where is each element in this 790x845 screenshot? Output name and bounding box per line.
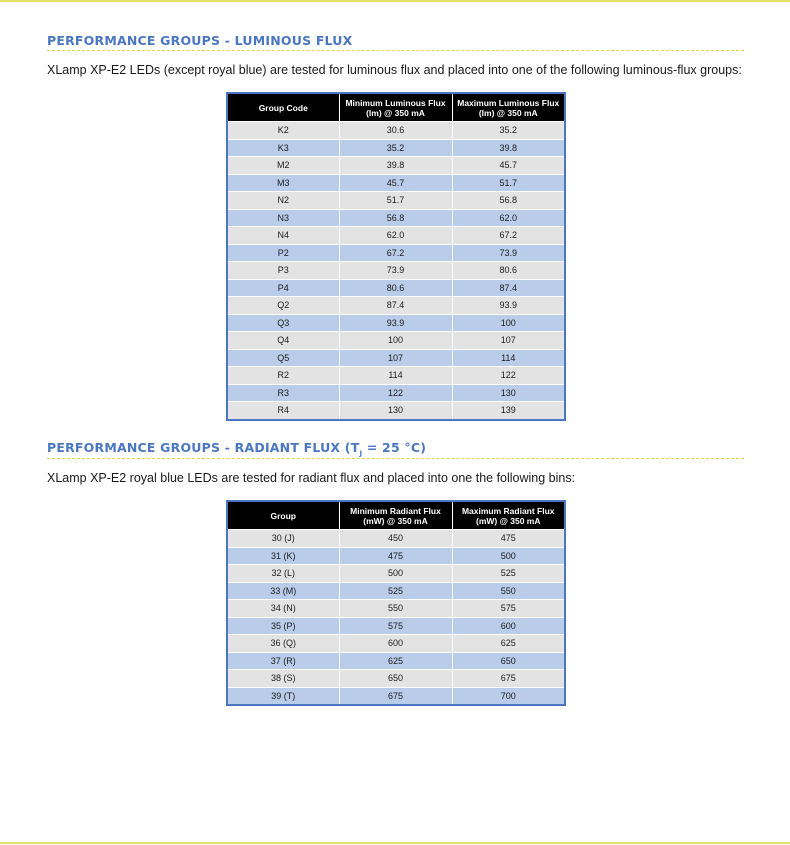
table-row	[227, 262, 565, 280]
table-row	[227, 547, 565, 565]
table-row	[227, 157, 565, 175]
table-row	[227, 209, 565, 227]
luminous-flux-heading: PERFORMANCE GROUPS - LUMINOUS FLUX	[47, 33, 353, 48]
table-cell: 625	[452, 635, 565, 653]
table-row	[227, 192, 565, 210]
table-row	[227, 279, 565, 297]
table-cell: 600	[452, 617, 565, 635]
radiant-flux-heading-subscript: J	[359, 449, 363, 458]
radiant-flux-heading	[47, 440, 743, 458]
table-row	[227, 367, 565, 385]
column-header: Minimum Luminous Flux (lm) @ 350 mA	[339, 93, 452, 122]
table-row	[227, 314, 565, 332]
table-cell: 39 (T)	[227, 687, 339, 705]
table-row	[227, 227, 565, 245]
page-bottom-rule	[0, 842, 790, 844]
table-row	[227, 244, 565, 262]
table-cell: 31 (K)	[227, 547, 339, 565]
table-cell: 45.7	[452, 157, 565, 175]
table-cell: 30 (J)	[227, 530, 339, 548]
table-cell: 500	[339, 565, 452, 583]
table-cell: P3	[227, 262, 339, 280]
table-cell: 62.0	[339, 227, 452, 245]
table-cell: R2	[227, 367, 339, 385]
table-cell: 67.2	[339, 244, 452, 262]
table-cell: 93.9	[452, 297, 565, 315]
table-cell: 500	[452, 547, 565, 565]
table-cell: 550	[339, 600, 452, 618]
table-cell: 39.8	[339, 157, 452, 175]
luminous-flux-table-body	[227, 122, 565, 420]
column-header: Maximum Luminous Flux (lm) @ 350 mA	[452, 93, 565, 122]
table-cell: N4	[227, 227, 339, 245]
table-row	[227, 652, 565, 670]
table-cell: 62.0	[452, 209, 565, 227]
table-cell: 51.7	[339, 192, 452, 210]
table-row	[227, 670, 565, 688]
table-cell: 625	[339, 652, 452, 670]
luminous-flux-divider	[47, 50, 744, 51]
table-cell: 30.6	[339, 122, 452, 140]
table-cell: 73.9	[339, 262, 452, 280]
table-cell: 56.8	[339, 209, 452, 227]
table-cell: Q4	[227, 332, 339, 350]
table-cell: 575	[339, 617, 452, 635]
column-header: Minimum Radiant Flux (mW) @ 350 mA	[339, 501, 452, 530]
table-row	[227, 530, 565, 548]
table-cell: K3	[227, 139, 339, 157]
table-cell: 525	[452, 565, 565, 583]
table-cell: 56.8	[452, 192, 565, 210]
table-cell: 107	[339, 349, 452, 367]
table-cell: P4	[227, 279, 339, 297]
table-cell: 67.2	[452, 227, 565, 245]
table-cell: Q2	[227, 297, 339, 315]
table-cell: N2	[227, 192, 339, 210]
table-cell: 34 (N)	[227, 600, 339, 618]
table-cell: M2	[227, 157, 339, 175]
table-cell: 35.2	[339, 139, 452, 157]
table-cell: 475	[339, 547, 452, 565]
table-cell: 32 (L)	[227, 565, 339, 583]
table-cell: 600	[339, 635, 452, 653]
table-cell: Q3	[227, 314, 339, 332]
table-cell: 114	[339, 367, 452, 385]
column-header: Maximum Radiant Flux (mW) @ 350 mA	[452, 501, 565, 530]
table-row	[227, 297, 565, 315]
table-cell: M3	[227, 174, 339, 192]
table-header-row	[227, 501, 565, 530]
table-cell: 36 (Q)	[227, 635, 339, 653]
table-cell: N3	[227, 209, 339, 227]
table-cell: 45.7	[339, 174, 452, 192]
radiant-flux-divider	[47, 458, 744, 459]
table-cell: 700	[452, 687, 565, 705]
table-row	[227, 139, 565, 157]
table-cell: 107	[452, 332, 565, 350]
table-cell: K2	[227, 122, 339, 140]
table-row	[227, 687, 565, 705]
table-cell: 80.6	[339, 279, 452, 297]
table-cell: 122	[452, 367, 565, 385]
table-cell: 139	[452, 402, 565, 420]
table-cell: 650	[452, 652, 565, 670]
table-cell: 550	[452, 582, 565, 600]
table-row	[227, 349, 565, 367]
table-cell: 39.8	[452, 139, 565, 157]
luminous-flux-intro: XLamp XP-E2 LEDs (except royal blue) are tested for luminous flux and placed into one of the following luminous-flux groups:	[47, 63, 742, 77]
table-cell: R4	[227, 402, 339, 420]
radiant-flux-table-body	[227, 530, 565, 706]
table-row	[227, 122, 565, 140]
table-row	[227, 402, 565, 420]
table-cell: 675	[452, 670, 565, 688]
table-cell: 93.9	[339, 314, 452, 332]
column-header: Group	[227, 501, 339, 530]
table-cell: 87.4	[452, 279, 565, 297]
table-cell: 475	[452, 530, 565, 548]
table-cell: 35 (P)	[227, 617, 339, 635]
table-cell: 675	[339, 687, 452, 705]
table-cell: 38 (S)	[227, 670, 339, 688]
table-cell: R3	[227, 384, 339, 402]
table-row	[227, 332, 565, 350]
table-cell: 130	[339, 402, 452, 420]
luminous-flux-table	[226, 92, 566, 421]
table-row	[227, 635, 565, 653]
table-cell: 525	[339, 582, 452, 600]
table-row	[227, 384, 565, 402]
column-header: Group Code	[227, 93, 339, 122]
table-cell: Q5	[227, 349, 339, 367]
table-row	[227, 582, 565, 600]
table-row	[227, 174, 565, 192]
table-cell: 100	[339, 332, 452, 350]
table-cell: 100	[452, 314, 565, 332]
table-cell: 80.6	[452, 262, 565, 280]
table-cell: P2	[227, 244, 339, 262]
table-header-row	[227, 93, 565, 122]
table-row	[227, 600, 565, 618]
radiant-flux-heading-prefix: PERFORMANCE GROUPS - RADIANT FLUX (T	[47, 440, 360, 455]
table-cell: 37 (R)	[227, 652, 339, 670]
page-top-rule	[0, 0, 790, 2]
table-row	[227, 617, 565, 635]
table-cell: 51.7	[452, 174, 565, 192]
radiant-flux-table	[226, 500, 566, 706]
table-cell: 35.2	[452, 122, 565, 140]
radiant-flux-heading-suffix: = 25 °C)	[362, 440, 427, 455]
table-cell: 87.4	[339, 297, 452, 315]
table-cell: 130	[452, 384, 565, 402]
table-cell: 450	[339, 530, 452, 548]
radiant-flux-intro: XLamp XP-E2 royal blue LEDs are tested for radiant flux and placed into one the following bins:	[47, 471, 576, 485]
table-cell: 114	[452, 349, 565, 367]
table-cell: 122	[339, 384, 452, 402]
table-cell: 33 (M)	[227, 582, 339, 600]
table-cell: 575	[452, 600, 565, 618]
table-row	[227, 565, 565, 583]
table-cell: 650	[339, 670, 452, 688]
table-cell: 73.9	[452, 244, 565, 262]
